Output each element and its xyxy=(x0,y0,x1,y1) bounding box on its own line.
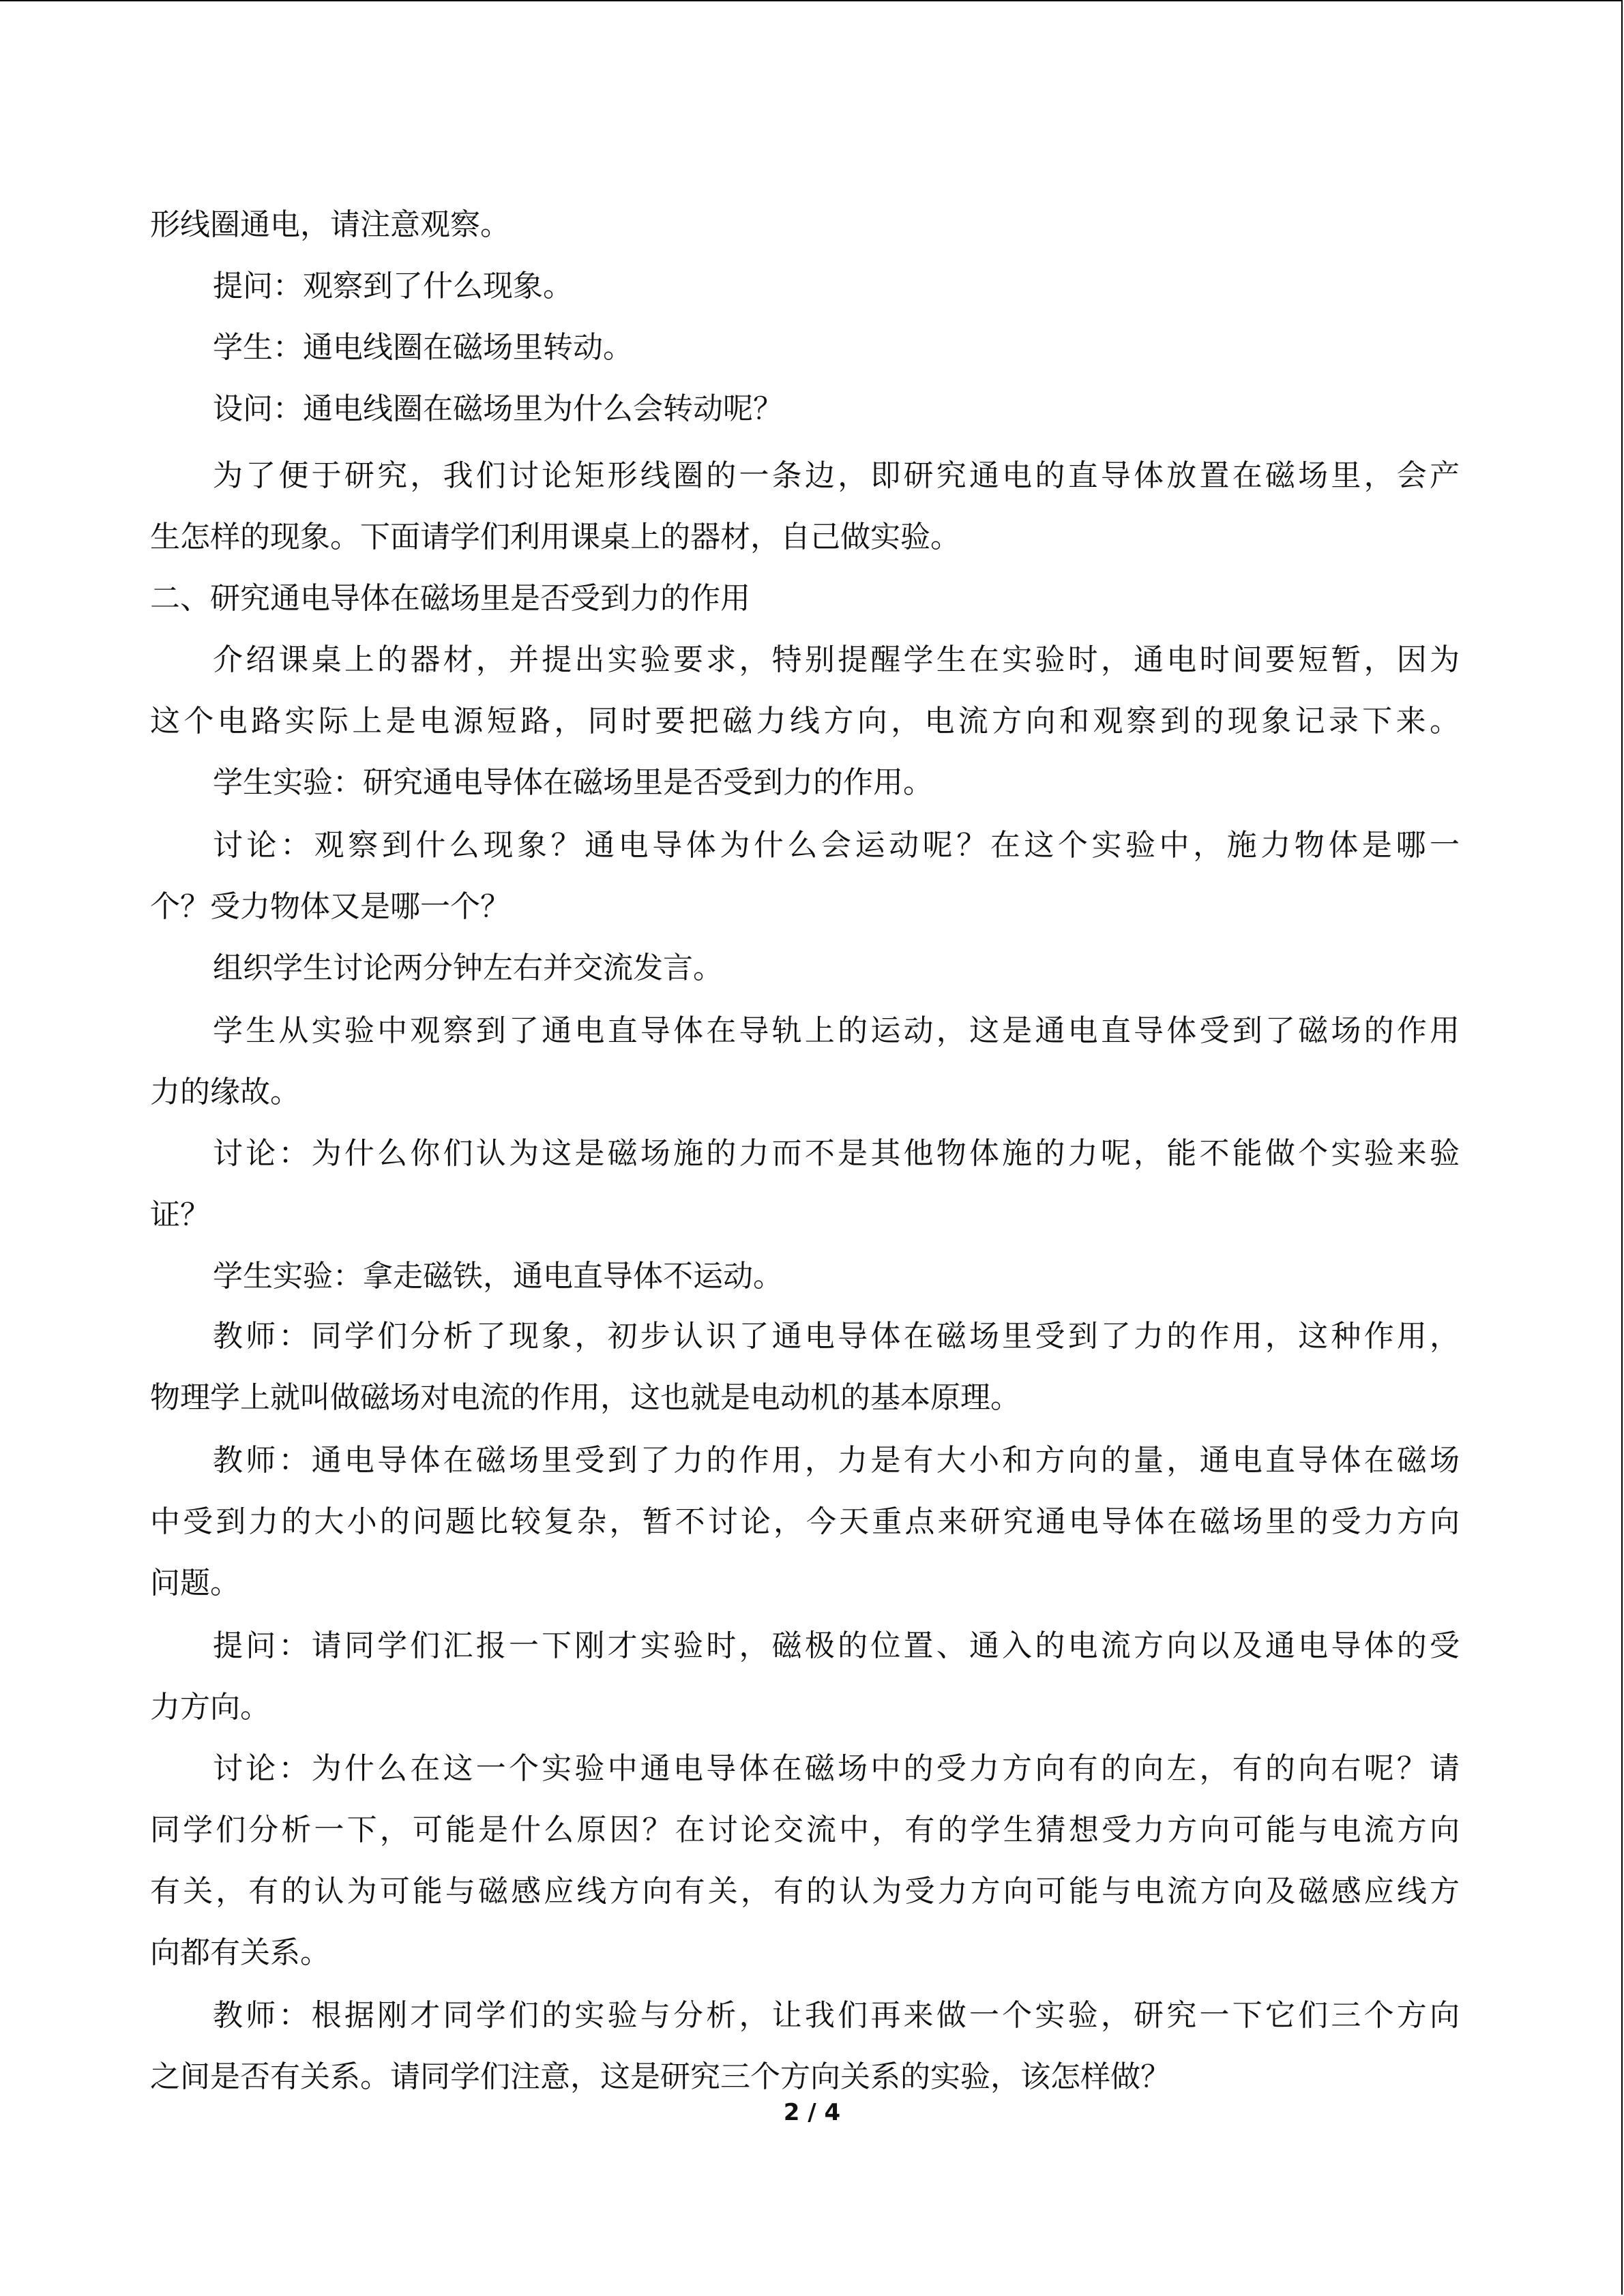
text-line: 教师：通电导体在磁场里受到了力的作用，力是有大小和方向的量，通电直导体在磁场 xyxy=(213,1443,1460,1478)
text-line: 物理学上就叫做磁场对电流的作用，这也就是电动机的基本原理。 xyxy=(150,1380,1020,1415)
text-line: 力的缘故。 xyxy=(150,1075,300,1109)
text-line: 有关，有的认为可能与磁感应线方向有关，有的认为受力方向可能与电流方向及磁感应线方 xyxy=(150,1874,1460,1909)
text-line: 学生实验：拿走磁铁，通电直导体不运动。 xyxy=(213,1259,783,1294)
text-line: 介绍课桌上的器材，并提出实验要求，特别提醒学生在实验时，通电时间要短暂，因为 xyxy=(213,642,1460,677)
section-heading: 二、研究通电导体在磁场里是否受到力的作用 xyxy=(150,581,750,616)
text-line: 提问：请同学们汇报一下刚才实验时，磁极的位置、通入的电流方向以及通电导体的受 xyxy=(213,1628,1460,1663)
text-line: 这个电路实际上是电源短路，同时要把磁力线方向，电流方向和观察到的现象记录下来。 xyxy=(150,704,1460,739)
text-line: 之间是否有关系。请同学们注意，这是研究三个方向关系的实验，该怎样做？ xyxy=(150,2059,1170,2094)
text-line: 教师：根据刚才同学们的实验与分析，让我们再来做一个实验，研究一下它们三个方向 xyxy=(213,1998,1460,2033)
text-line: 提问：观察到了什么现象。 xyxy=(213,269,573,303)
text-line: 组织学生讨论两分钟左右并交流发言。 xyxy=(213,951,723,985)
text-line: 为了便于研究，我们讨论矩形线圈的一条边，即研究通电的直导体放置在磁场里，会产 xyxy=(213,458,1460,493)
text-line: 个？受力物体又是哪一个？ xyxy=(150,889,510,924)
text-line: 讨论：为什么在这一个实验中通电导体在磁场中的受力方向有的向左，有的向右呢？请 xyxy=(213,1751,1460,1786)
text-line: 讨论：为什么你们认为这是磁场施的力而不是其他物体施的力呢，能不能做个实验来验 xyxy=(213,1136,1460,1171)
text-line: 证？ xyxy=(150,1197,210,1232)
text-line: 讨论：观察到什么现象？通电导体为什么会运动呢？在这个实验中，施力物体是哪一 xyxy=(213,828,1460,863)
text-line: 力方向。 xyxy=(150,1690,270,1725)
text-line: 设问：通电线圈在磁场里为什么会转动呢？ xyxy=(213,391,783,426)
text-line: 学生：通电线圈在磁场里转动。 xyxy=(213,330,633,365)
text-line: 学生从实验中观察到了通电直导体在导轨上的运动，这是通电直导体受到了磁场的作用 xyxy=(213,1013,1460,1048)
text-line: 中受到力的大小的问题比较复杂，暂不讨论，今天重点来研究通电导体在磁场里的受力方向 xyxy=(150,1504,1460,1539)
text-line: 生怎样的现象。下面请学们利用课桌上的器材，自己做实验。 xyxy=(150,520,960,554)
text-line: 问题。 xyxy=(150,1566,240,1600)
text-line: 学生实验：研究通电导体在磁场里是否受到力的作用。 xyxy=(213,765,933,800)
text-line: 形线圈通电，请注意观察。 xyxy=(150,207,510,242)
text-line: 向都有关系。 xyxy=(150,1935,330,1970)
text-line: 同学们分析一下，可能是什么原因？在讨论交流中，有的学生猜想受力方向可能与电流方向 xyxy=(150,1813,1460,1847)
text-line: 教师：同学们分析了现象，初步认识了通电导体在磁场里受到了力的作用，这种作用， xyxy=(213,1319,1460,1354)
page-number: 2 / 4 xyxy=(783,2099,841,2126)
